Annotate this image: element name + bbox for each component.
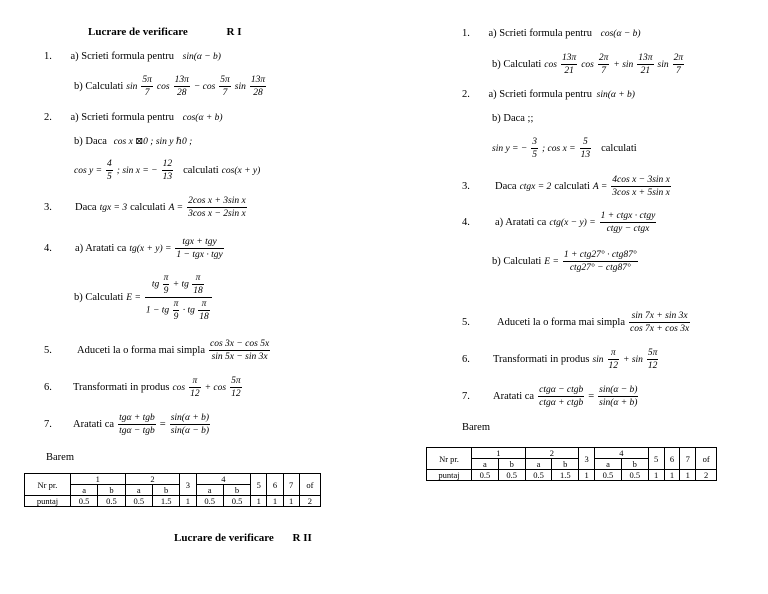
left-item-1-b: b) Calculati sin $\frac{5\pi}{7}$ cos $\frac{13\pi}{28}$ − cos $\frac{5\pi}{7}$ sin $\frac{13\pi}{28}$ xyxy=(74,75,266,98)
right-item-6: 6. Transformati in produs sin $\frac{\pi}{12}$ + sin $\frac{5\pi}{12}$ xyxy=(462,348,658,371)
left-item-7: 7. Aratati ca $\frac{\text{tgα + tgb}}{\text{tgα − tgb}}$ = $\frac{\sin(\alpha + b)}{\sin(\alpha - b)}$ xyxy=(44,413,210,436)
right-item-2-c: sin y = − $\frac{3}{5}$ ; cos x = $\frac{5}{13}$ calculati xyxy=(492,137,637,160)
right-item-5: 5. Aduceti la o forma mai simpla $\frac{\sin 7x + \sin 3x}{\cos 7x + \cos 3x}$ xyxy=(462,311,690,334)
left-item-5: 5. Aduceti la o forma mai simpla $\frac{\cos 3x - \cos 5x}{\sin 5x - \sin 3x}$ xyxy=(44,339,270,362)
left-item-4-b-fraction: tg $\frac{\pi}{9}$ + tg $\frac{\pi}{18}$ 1 − tg $\frac{\pi}{9}$ · tg $\frac{\pi}{18}$ xyxy=(145,272,212,323)
left-item-4-a: 4. a) Aratati ca tg(x + y) = $\frac{\text{tgx + tgy}}{\text{1 − tgx · tgy}}$ xyxy=(44,237,223,260)
left-title: Lucrare de verificare R I xyxy=(88,26,242,38)
left-item-2-c: cos y = $\frac{4}{5}$ ; sin x = − $\frac{12}{13}$ calculati cos(x + y) xyxy=(74,159,261,182)
right-item-1-a: 1. a) Scrieti formula pentru cos(α − b) xyxy=(462,28,641,39)
left-item-2-a: 2. a) Scrieti formula pentru cos(α + b) xyxy=(44,112,223,123)
left-barem-table: Nr pr. 1 2 3 4 5 6 7 of a b a b a b puntaj 0.5 0.5 0.5 1.5 1 0.5 0.5 1 1 1 2 xyxy=(24,473,321,507)
table-row: puntaj 0.5 0.5 0.5 1.5 1 0.5 0.5 1 1 1 2 xyxy=(427,470,717,481)
right-barem-label: Barem xyxy=(462,422,490,433)
right-item-1-b: b) Calculati cos $\frac{13\pi}{21}$ cos $\frac{2\pi}{7}$ + sin $\frac{13\pi}{21}$ sin $\frac{2\pi}{7}$ xyxy=(492,53,684,76)
right-item-2-a: 2. a) Scrieti formula pentru sin(α + b) xyxy=(462,89,635,100)
right-item-3: 3. Daca ctgx = 2 calculati A = $\frac{\text{4cos x − 3sin x}}{\text{3cos x + 5sin x}}$ xyxy=(462,175,670,198)
right-item-7: 7. Aratati ca $\frac{\text{ctgα − ctgb}}{\text{ctgα + ctgb}}$ = $\frac{\sin(\alpha - b)}{\sin(\alpha + b)}$ xyxy=(462,385,638,408)
left-title-2: Lucrare de verificare R II xyxy=(174,532,312,544)
barem-row-header: Nr pr. xyxy=(427,448,472,470)
left-item-2-b: b) Daca cos x ⊠0 ; sin y ℏ0 ; xyxy=(74,136,193,147)
barem-row-header: Nr pr. xyxy=(25,474,71,496)
left-item-1-a: 1. a) Scrieti formula pentru sin(α − b) xyxy=(44,51,221,62)
right-item-4-a: 4. a) Aratati ca ctg(x − y) = $\frac{\text{1 + ctgx · ctgy}}{\text{ctgy − ctgx}}$ xyxy=(462,211,656,234)
left-item-4-b: b) Calculati E = tg $\frac{\pi}{9}$ + tg $\frac{\pi}{18}$ 1 − tg $\frac{\pi}{9}$ · tg $\frac{\pi}{18}$ xyxy=(74,272,213,323)
right-barem-table: Nr pr. 1 2 3 4 5 6 7 of a b a b a b puntaj 0.5 0.5 0.5 1.5 1 0.5 0.5 1 1 1 2 xyxy=(426,447,717,481)
table-row: puntaj 0.5 0.5 0.5 1.5 1 0.5 0.5 1 1 1 2 xyxy=(25,496,321,507)
left-item-3: 3. Daca tgx = 3 calculati A = $\frac{\text{2cos x + 3sin x}}{\text{3cos x − 2sin x}}$ xyxy=(44,196,246,219)
right-item-4-b: b) Calculati E = $\frac{\text{1 + ctg27° · ctg87°}}{\text{ctg27° − ctg87°}}$ xyxy=(492,250,637,273)
right-item-2-b: b) Daca ;; xyxy=(492,113,534,124)
left-item-6: 6. Transformati in produs cos $\frac{\pi}{12}$ + cos $\frac{5\pi}{12}$ xyxy=(44,376,241,399)
left-barem-label: Barem xyxy=(46,452,74,463)
